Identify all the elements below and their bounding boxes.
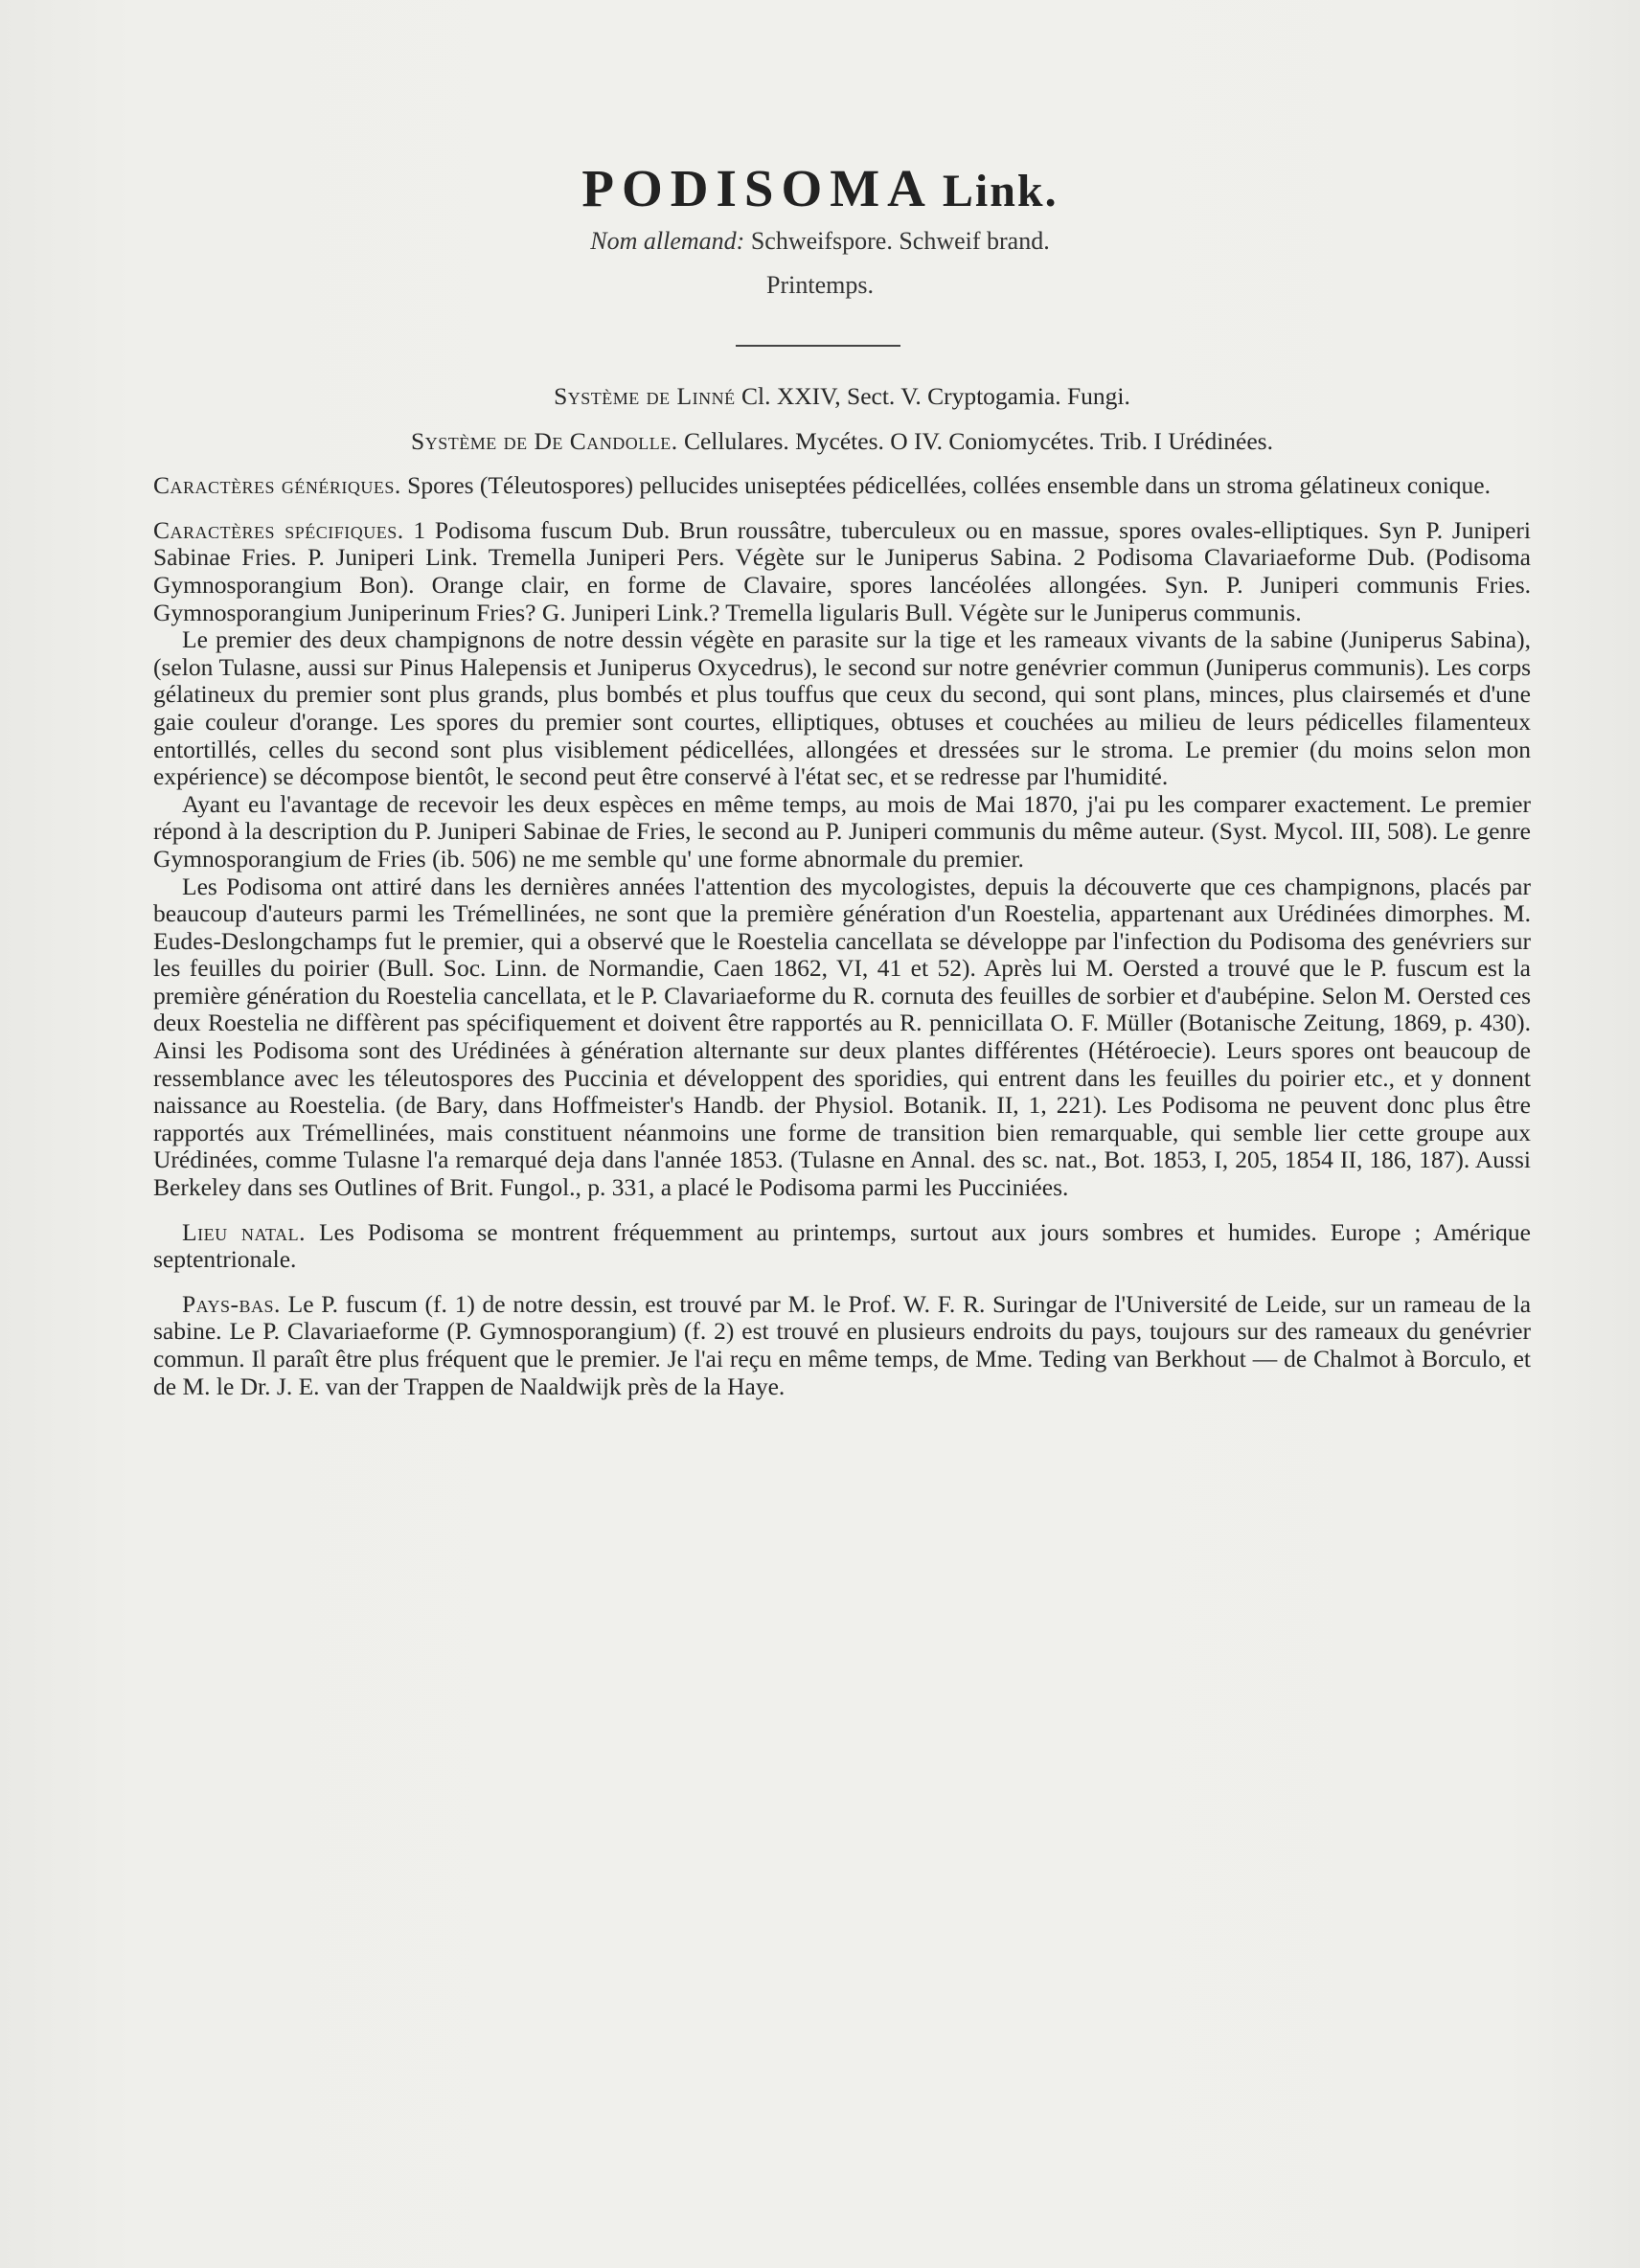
genus-name: PODISOMA [581,159,933,217]
german-name-line [0,227,1640,256]
netherlands-section [153,1291,1531,1400]
genus-author: Link. [942,166,1059,216]
page-title [0,158,1640,218]
specific-characters [153,517,1531,626]
linne-system-text: Cl. XXIV, Sect. V. Cryptogamia. Fungi. [740,382,1130,410]
netherlands-label: Pays-bas. [182,1289,281,1318]
netherlands-text: Le P. fuscum (f. 1) de notre dessin, est trouvé par M. le Prof. W. F. R. Suringar de l'Université de Leide, sur un rameau de la sabine. Le P. Clavariaeforme (P. Gymnosporangium) (f. 2) est trouvé en plusieurs endroits du pays, toujours sur des rameaux du genévrier commun. Il paraît être plus fréquent que le premier. Je l'ai reçu en même temps, de Mme. Teding van Berkhout — de Chalmot à Borculo, et de M. le Dr. J. E. van der Trappen de Naaldwijk près de la Haye. [153,1289,1532,1400]
specific-characters-text: 1 Podisoma fuscum Dub. Brun roussâtre, tuberculeux ou en massue, spores ovales-elliptiques. Syn P. Juniperi Sabinae Fries. P. Juniperi Link. Tremella Juniperi Pers. Végète sur le Juniperus Sabina. 2 Podisoma Clavariaeforme Dub. (Podisoma Gymnosporangium Bon). Orange clair, en forme de Clavaire, spores lancéolées allongées. Syn. P. Juniperi communis Fries. Gymnosporangium Juniperinum Fries? G. Juniperi Link.? Tremella ligularis Bull. Végète sur le Juniperus communis. [153,515,1532,626]
habitat-text: Les Podisoma se montrent fréquemment au printemps, surtout aux jours sombres et humides. Europe ; Amérique septentrionale. [153,1217,1532,1274]
generic-characters-text: Spores (Téleutospores) pellucides uniseptées pédicellées, collées ensemble dans un stroma gélatineux conique. [407,471,1491,500]
candolle-system-label: Système de De Candolle. [411,426,678,455]
season: Printemps. [766,271,874,299]
title-divider [736,345,900,347]
generic-characters [153,472,1531,500]
candolle-system-line [153,428,1531,456]
german-names: Schweifspore. Schweif brand. [750,227,1050,255]
generic-characters-label: Caractères génériques. [153,471,401,500]
paragraph-observation: Ayant eu l'avantage de recevoir les deux espèces en même temps, au mois de Mai 1870, j'ai pu les comparer exactement. Le premier répond à la description du P. Juniperi Sabinae de Fries, le second au P. Juniperi communis du même auteur. (Syst. Mycol. III, 508). Le genre Gymnosporangium de Fries (ib. 506) ne me semble qu' une forme abnormale du premier. [153,789,1531,873]
habitat-section [153,1219,1531,1274]
habitat-label: Lieu natal. [182,1217,306,1246]
paragraph-history: Les Podisoma ont attiré dans les dernières années l'attention des mycologistes, depuis la découverte que ces champignons, placés par beaucoup d'auteurs parmi les Trémellinées, ne sont que la première génération d'un Roestelia, appartenant aux Urédinées dimorphes. M. Eudes-Deslongchamps fut le premier, qui a observé que le Roestelia cancellata se développe par l'infection du Podisoma des genévriers sur les feuilles du poirier (Bull. Soc. Linn. de Normandie, Caen 1862, VI, 41 et 52). Après lui M. Oersted a trouvé que le P. fuscum est la première génération du Roestelia cancellata, et le P. Clavariaeforme du R. cornuta des feuilles de sorbier et d'aubépine. Selon M. Oersted ces deux Roestelia ne diffèrent pas spécifiquement et doivent être rapportés au R. pennicillata O. F. Müller (Botanische Zeitung, 1869, p. 430). Ainsi les Podisoma sont des Urédinées à génération alternante sur deux plantes différentes (Hétéroecie). Leurs spores ont beaucoup de ressemblance avec les téleutospores des Puccinia et développent des sporidies, qui entrent dans les feuilles du poirier etc., et y donnent naissance au Roestelia. (de Bary, dans Hoffmeister's Handb. der Physiol. Botanik. II, 1, 221). Les Podisoma ne peuvent donc plus être rapportés aux Trémellinées, mais constituent néanmoins une forme de transition bien remarquable, qui semble lier cette groupe aux Urédinées, comme Tulasne l'a remarqué deja dans l'année 1853. (Tulasne en Annal. des sc. nat., Bot. 1853, I, 205, 1854 II, 186, 187). Aussi Berkeley dans ses Outlines of Brit. Fungol., p. 331, a placé le Podisoma parmi les Pucciniées. [153,872,1531,1202]
body-text [153,383,1531,1400]
linne-system-label: Système de Linné [554,382,736,410]
linne-system-line [153,383,1531,411]
candolle-system-text: Cellulares. Mycétes. O IV. Coniomycétes. Trib. I Urédinées. [683,426,1273,455]
specific-characters-label: Caractères spécifiques. [153,515,404,544]
german-name-label: Nom allemand: [590,227,745,255]
paragraph-comparison: Le premier des deux champignons de notre dessin végète en parasite sur la tige et les rameaux vivants de la sabine (Juniperus Sabina), (selon Tulasne, aussi sur Pinus Halepensis et Juniperus Oxycedrus), le second sur notre genévrier commun (Juniperus communis). Les corps gélatineux du premier sont plus grands, plus bombés et plus touffus que ceux du second, qui sont plans, minces, plus clairsemés et d'une gaie couleur d'orange. Les spores du premier sont courtes, elliptiques, obtuses et couchées au milieu de leurs pédicelles filamenteux entortillés, celles du second sont plus visiblement pédicellées, allongées et dressées sur le stroma. Le premier (du moins selon mon expérience) se décompose bientôt, le second peut être conservé à l'état sec, et se redresse par l'humidité. [153,625,1531,791]
